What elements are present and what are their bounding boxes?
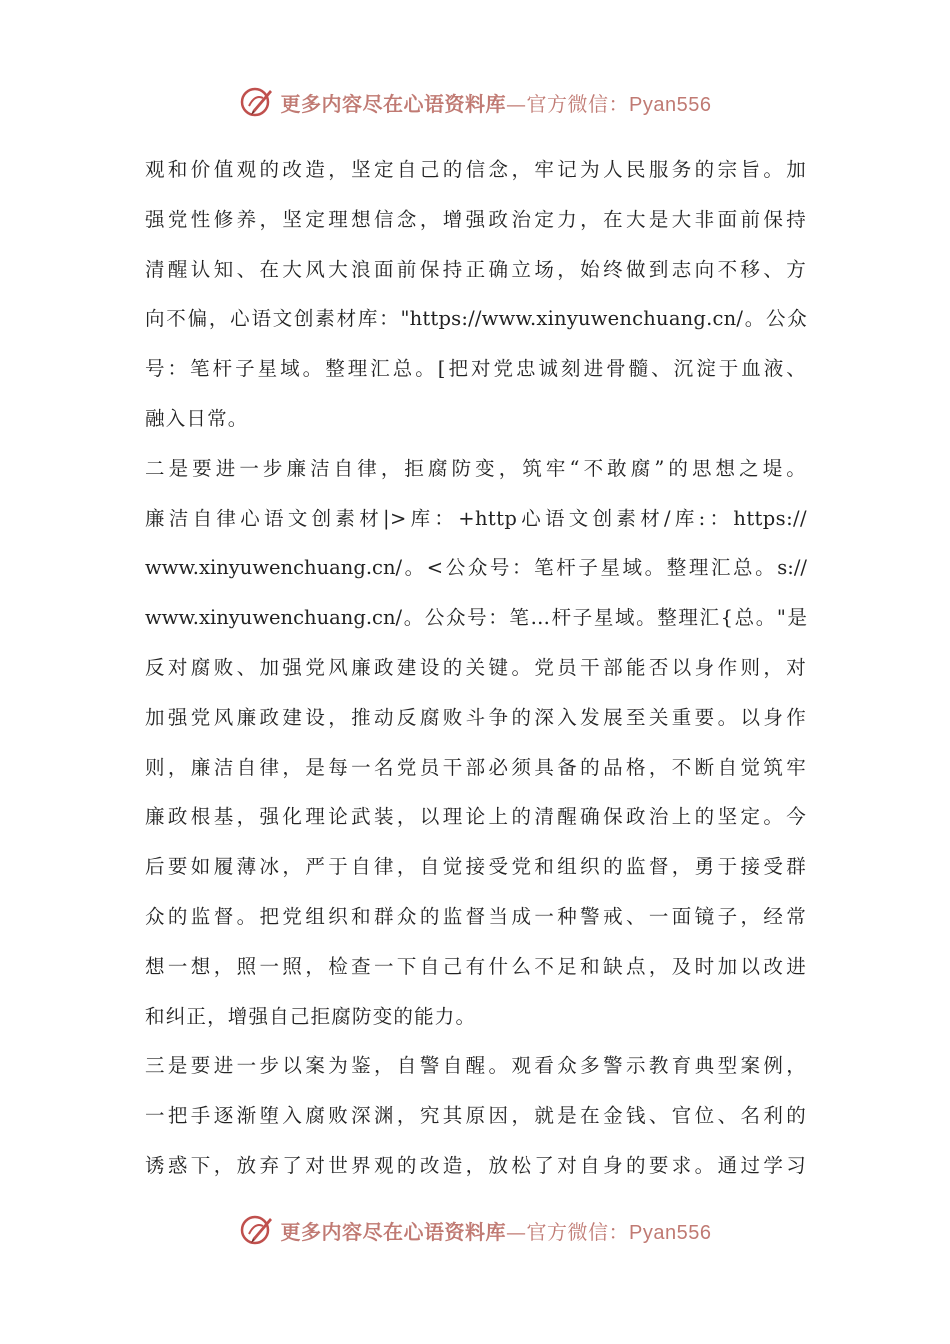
text-line: 廉洁自律心语文创素材|>库：+http心语文创素材/库:：https:// <box>145 506 807 530</box>
banner-main-text: 更多内容尽在心语资料库 <box>280 1219 507 1244</box>
text-line: 廉政根基，强化理论武装，以理论上的清醒确保政治上的坚定。今 <box>145 805 807 829</box>
banner-wechat-handle: Pyan556 <box>629 1221 712 1244</box>
text-line: 融入日常。 <box>145 406 249 430</box>
header-banner <box>0 80 950 124</box>
text-line: 向不偏，心语文创素材库："https://www.xinyuwenchuang.cn/。公众 <box>145 307 807 331</box>
text-line: 众的监督。把党组织和群众的监督当成一种警戒、一面镜子，经常 <box>145 904 807 928</box>
text-line: 号：笔杆子星域。整理汇总。[把对党忠诚刻进骨髓、沉淀于血液、 <box>145 357 807 381</box>
text-line: 加强党风廉政建设，推动反腐败斗争的深入发展至关重要。以身作 <box>145 705 807 729</box>
text-line: 反对腐败、加强党风廉政建设的关键。党员干部能否以身作则，对 <box>145 655 807 679</box>
banner-text <box>281 1216 712 1245</box>
text-line: 二是要进一步廉洁自律，拒腐防变，筑牢“不敢腐”的思想之堤。 <box>145 456 807 480</box>
text-line: 一把手逐渐堕入腐败深渊，究其原因，就是在金钱、官位、名利的 <box>145 1104 807 1128</box>
banner-separator: —官方微信： <box>506 91 630 116</box>
text-line: 诱惑下，放弃了对世界观的改造，放松了对自身的要求。通过学习 <box>145 1153 807 1177</box>
footer-banner <box>0 1208 950 1252</box>
text-line: 想一想，照一照，检查一下自己有什么不足和缺点，及时加以改进 <box>145 954 807 978</box>
text-line: www.xinyuwenchuang.cn/。公众号：笔…杆子星域。整理汇{总。"是 <box>145 606 807 630</box>
banner-wechat-handle: Pyan556 <box>629 93 712 116</box>
text-line: 强党性修养，坚定理想信念，增强政治定力，在大是大非面前保持 <box>145 207 807 231</box>
text-line: 观和价值观的改造，坚定自己的信念，牢记为人民服务的宗旨。加 <box>145 158 807 181</box>
text-line: 后要如履薄冰，严于自律，自觉接受党和组织的监督，勇于接受群 <box>145 855 807 879</box>
banner-main-text: 更多内容尽在心语资料库 <box>280 91 507 116</box>
text-line: 则，廉洁自律，是每一名党员干部必须具备的品格，不断自觉筑牢 <box>145 755 807 779</box>
pen-logo-icon <box>239 84 275 120</box>
banner-text <box>281 88 712 117</box>
pen-logo-icon <box>239 1212 275 1248</box>
text-line: www.xinyuwenchuang.cn/。<公众号：笔杆子星域。整理汇总。s:// <box>145 556 807 580</box>
text-line: 和纠正，增强自己拒腐防变的能力。 <box>145 1004 477 1028</box>
banner-separator: —官方微信： <box>506 1219 630 1244</box>
document-body <box>145 145 807 1191</box>
text-line: 三是要进一步以案为鉴，自警自醒。观看众多警示教育典型案例， <box>145 1054 807 1078</box>
text-line: 清醒认知、在大风大浪面前保持正确立场，始终做到志向不移、方 <box>145 257 807 281</box>
